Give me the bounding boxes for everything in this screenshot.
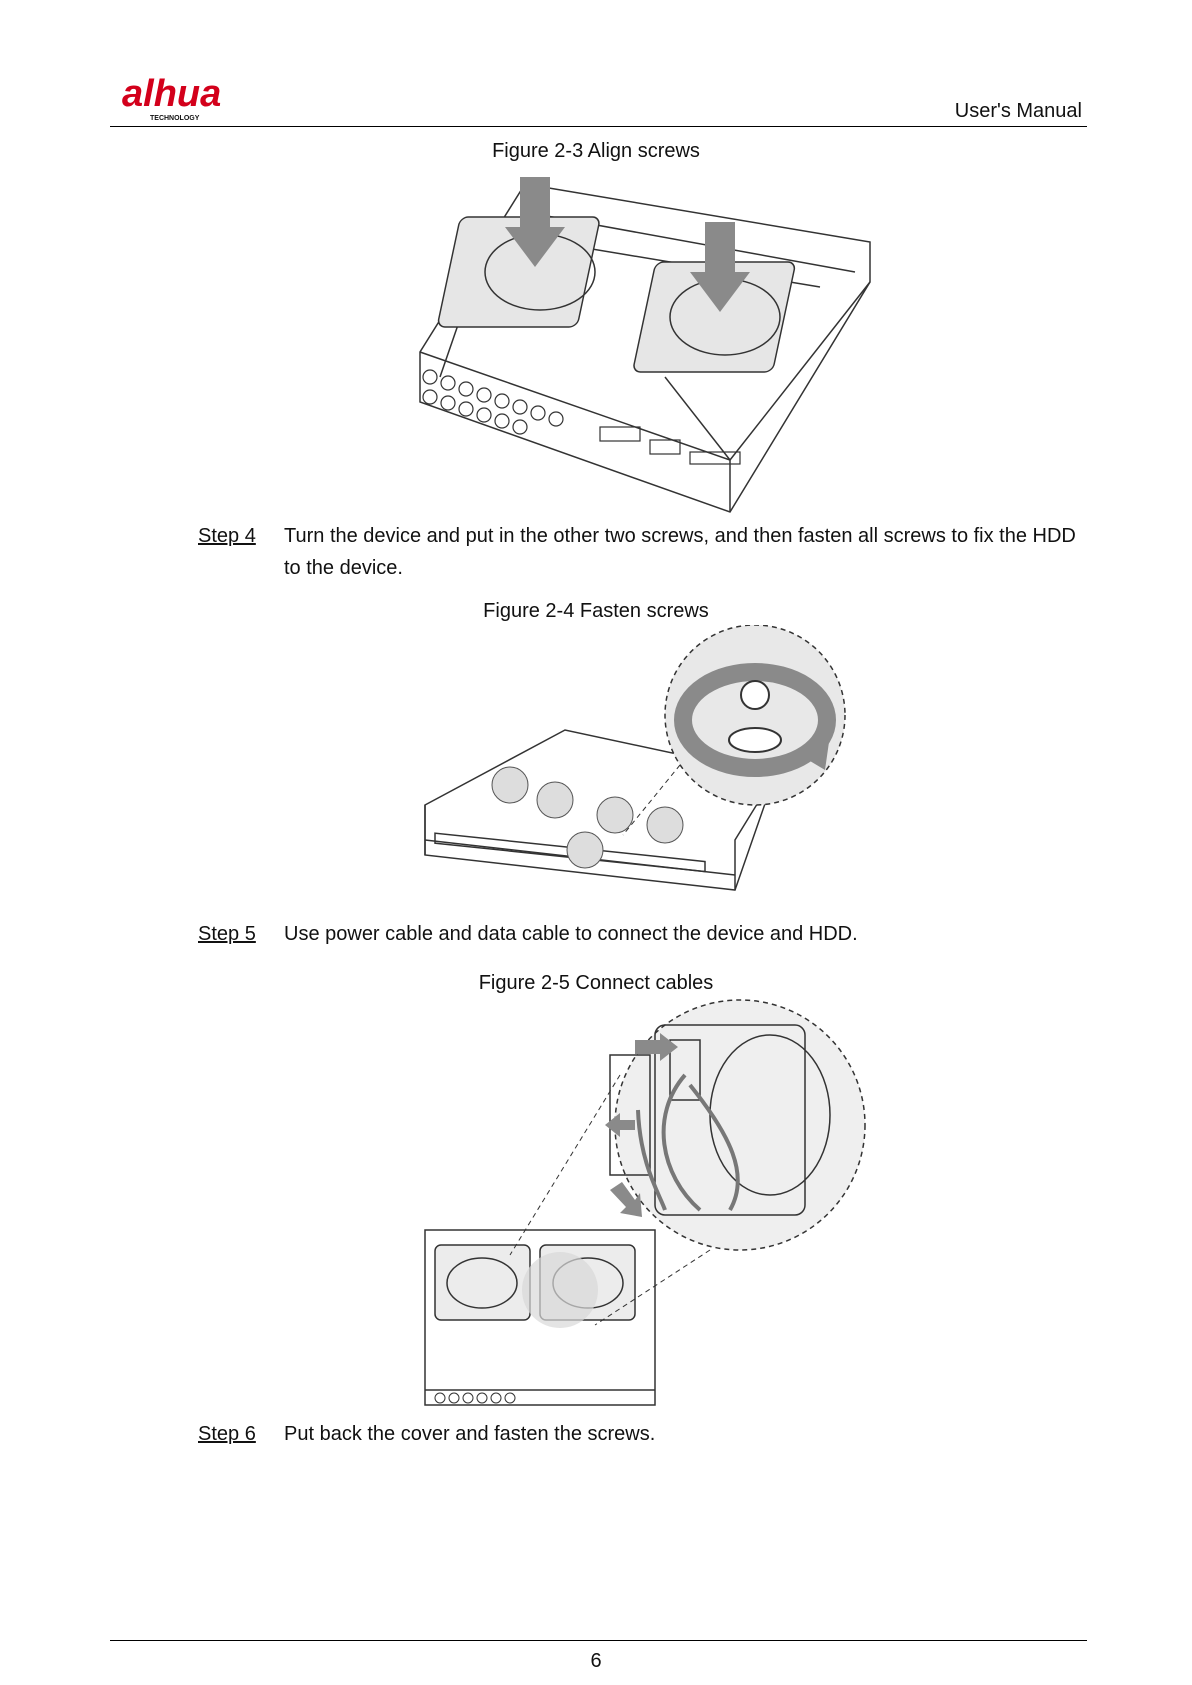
header-rule: [110, 126, 1087, 127]
align-screws-illustration: [400, 172, 880, 522]
step-label: Step 5: [198, 923, 256, 945]
step-text: Put back the cover and fasten the screws.: [284, 1423, 656, 1445]
step-label: Step 6: [198, 1423, 256, 1445]
logo-subtext: TECHNOLOGY: [150, 115, 200, 122]
logo-wordmark: alhua: [122, 73, 222, 115]
page-number: 6: [590, 1650, 602, 1672]
step-label: Step 4: [198, 525, 256, 547]
figure-caption-2-4: Figure 2-4 Fasten screws: [483, 600, 709, 622]
connect-cables-illustration: [410, 995, 880, 1415]
step-text: Turn the device and put in the other two screws, and then fasten all screws to fix the HDD to the device.: [284, 525, 1076, 579]
figure-caption-2-3: Figure 2-3 Align screws: [492, 140, 700, 162]
fasten-screws-illustration: [405, 625, 875, 915]
document-type: User's Manual: [954, 100, 1082, 122]
step-text: Use power cable and data cable to connect the device and HDD.: [284, 923, 858, 945]
figure-caption-2-5: Figure 2-5 Connect cables: [478, 972, 714, 994]
footer-rule: [110, 1640, 1087, 1641]
